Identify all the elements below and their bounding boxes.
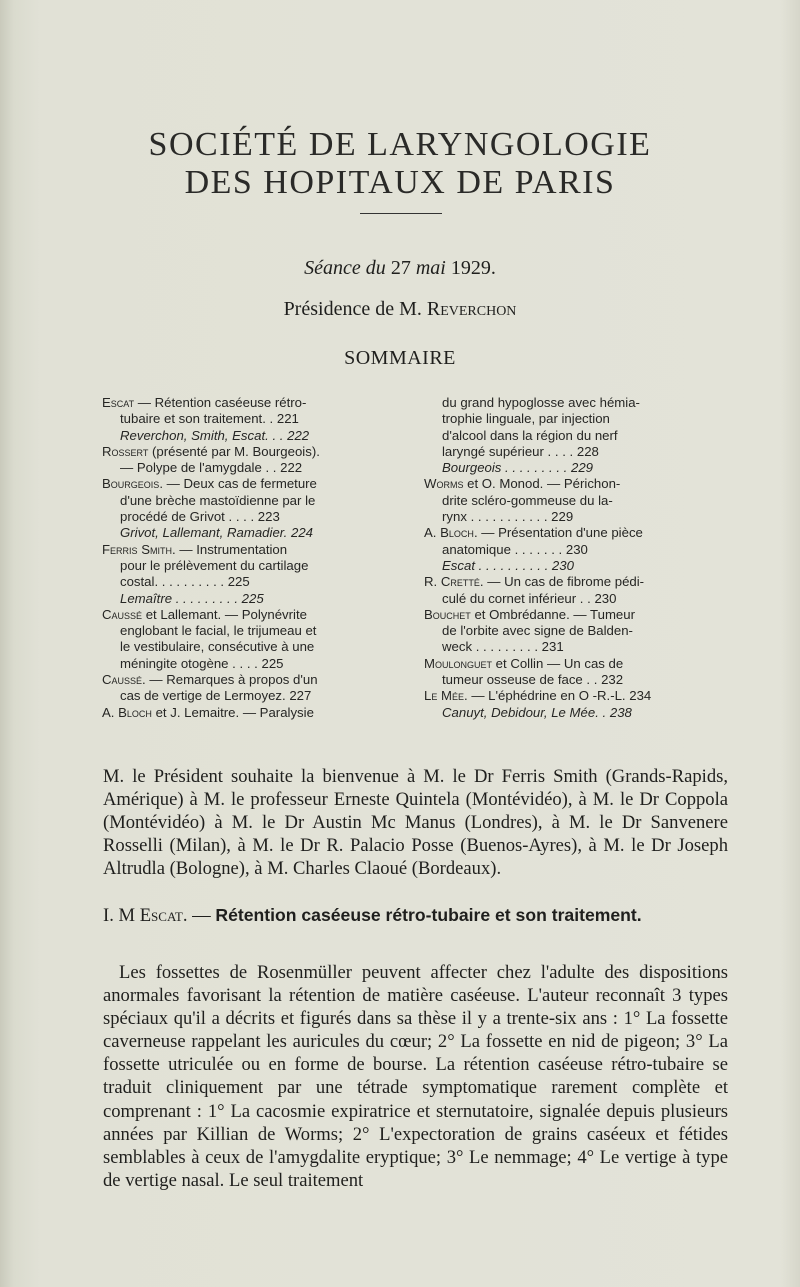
summary-entry-author: Moulonguet <box>424 655 492 671</box>
summary-entry-text: Reverchon, Smith, Escat. . . 222 <box>120 427 310 443</box>
summary-entry-author: A. Bloch <box>424 525 474 541</box>
title-divider <box>360 213 442 214</box>
presidency-prefix: Présidence de M. <box>283 298 422 320</box>
summary-entry-line <box>102 460 402 476</box>
summary-entry-text: d'une brèche mastoïdienne par le <box>120 492 316 508</box>
section-number: I. M <box>103 905 136 926</box>
summary-entry-line <box>424 395 734 411</box>
summary-entry-text: (présenté par M. Bourgeois). <box>148 443 320 459</box>
summary-entry-text: . — Présentation d'une pièce <box>473 525 643 541</box>
summary-entry-line <box>424 607 734 623</box>
summary-entry-line <box>424 558 734 574</box>
summary-entry-text: d'alcool dans la région du nerf <box>442 427 618 443</box>
summary-entry-author: Bouchet <box>424 606 471 622</box>
summary-entry-line <box>424 509 734 525</box>
summary-entry-line <box>102 623 402 639</box>
summary-entry-line <box>424 688 734 704</box>
summary-entry-text: anatomique . . . . . . . 230 <box>442 541 588 557</box>
summary-entry-text: laryngé supérieur . . . . 228 <box>442 443 599 459</box>
section-author: Escat <box>139 905 183 926</box>
summary-entry-text: — Polype de l'amygdale . . 222 <box>120 460 303 476</box>
summary-entry-text: weck . . . . . . . . . 231 <box>442 639 564 655</box>
summary-entry-text: Bourgeois . . . . . . . . . 229 <box>442 460 593 476</box>
summary-entry-text: tubaire et son traitement. . 221 <box>120 411 299 427</box>
summary-entry-author: A. Bloch <box>102 704 152 720</box>
summary-heading: SOMMAIRE <box>344 347 456 369</box>
summary-entry-text: Escat . . . . . . . . . . 230 <box>442 557 574 573</box>
summary-entry-line <box>102 688 402 704</box>
summary-entry-author: Le Mée <box>424 688 464 704</box>
summary-entry-text: Canuyt, Debidour, Le Mée. . 238 <box>442 704 632 720</box>
summary-entry-text: le vestibulaire, consécutive à une <box>120 639 315 655</box>
summary-entry-line <box>424 705 734 721</box>
welcome-paragraph: M. le Président souhaite la bienvenue à M. le Dr Ferris Smith (Grands-Rapids, Amérique) à M. le professeur Erneste Quintela (Montévidéo), à M. le Dr Coppola (Montévidéo) à M. le Dr Austin Mc Manus (Londres), à M. le Dr Sanvenere Rosselli (Milan), à M. le Dr R. Palacio Posse (Buenos-Ayres), à M. le Dr Joseph Altrudla (Bologne), à M. Charles Claoué (Bordeaux). <box>103 766 728 879</box>
summary-entry-text: drite scléro-gommeuse du la- <box>442 492 613 508</box>
summary-entry-author: R. Cretté <box>424 574 480 590</box>
presidency-line <box>0 298 800 321</box>
summary-entry-line <box>424 411 734 427</box>
summary-entry-author: Escat <box>102 395 135 410</box>
summary-entry-line <box>102 607 402 623</box>
summary-entry-text: — Rétention caséeuse rétro- <box>134 395 307 410</box>
summary-entry-line <box>424 476 734 492</box>
summary-entry-author: Worms <box>424 476 464 492</box>
summary-entry-author: Caussé <box>102 606 143 622</box>
summary-entry-line <box>424 672 734 688</box>
society-title-line-1: SOCIÉTÉ DE LARYNGOLOGIE <box>148 126 652 163</box>
summary-entry-text: et Ombrédanne. — Tumeur <box>470 606 635 622</box>
summary-entry-line <box>424 525 734 541</box>
session-year: 1929. <box>450 257 496 279</box>
summary-entry-text: du grand hypoglosse avec hémia- <box>442 395 640 410</box>
summary-entry-text: . — Instrumentation <box>172 541 288 557</box>
summary-entry-text: méningite otogène . . . . 225 <box>120 655 284 671</box>
section-heading: I. M Escat. — Rétention caséeuse rétro-tubaire et son traitement. <box>103 905 642 926</box>
summary-entry-line <box>424 460 734 476</box>
summary-entry-line <box>102 591 402 607</box>
summary-entry-text: tumeur osseuse de face . . 232 <box>442 672 624 688</box>
summary-entry-text: rynx . . . . . . . . . . . 229 <box>442 509 574 525</box>
summary-entry-line <box>102 542 402 558</box>
summary-entry-text: costal. . . . . . . . . . 225 <box>120 574 250 590</box>
summary-entry-line <box>424 542 734 558</box>
session-day: 27 <box>390 257 411 279</box>
section-title: Rétention caséeuse rétro-tubaire et son traitement. <box>215 905 642 925</box>
summary-entry-line <box>102 509 402 525</box>
summary-entry-text: de l'orbite avec signe de Balden- <box>442 623 633 639</box>
summary-entry-text: . — L'éphédrine en O -R.-L. 234 <box>464 688 652 704</box>
session-month: mai <box>415 257 446 279</box>
summary-entry-text: et O. Monod. — Périchon- <box>463 476 621 492</box>
summary-entry-text: et Collin — Un cas de <box>492 655 624 671</box>
section-body-paragraph: Les fossettes de Rosenmüller peuvent affecter chez l'adulte des dispositions anormales favorisant la rétention de matière caséeuse. L'auteur reconnaît 3 types spéciaux qu'il a décrits et figurés dans sa thèse il y a trente-six ans : 1° La fossette caverneuse rappelant les auricules du cœur; 2° La fossette en nid de pigeon; 3° La fossette utriculée ou en forme de bourse. La rétention caséeuse rétro-tubaire se traduit cliniquement par une tétrade symptomatique rarement complète et comprenant : 1° La cacosmie expiratrice et sternutatoire, signalée depuis plusieurs années par Killian de Worms; 2° L'expectoration de grains caséeux et fétides semblables à ceux de l'amygdalite eryptique; 3° Le nemmage; 4° Le vertige à type de vertige nasal. Le seul traitement <box>103 962 728 1191</box>
session-prefix: Séance du <box>304 257 386 279</box>
summary-entry-text: et J. Lemaitre. — Paralysie <box>151 704 314 720</box>
summary-entry-author: Ferris Smith <box>102 541 173 557</box>
summary-entry-text: . — Deux cas de fermeture <box>159 476 317 492</box>
summary-entry-line <box>102 672 402 688</box>
summary-entry-line <box>102 639 402 655</box>
summary-entry-text: Grivot, Lallemant, Ramadier. 224 <box>120 525 314 541</box>
summary-entry-text: trophie linguale, par injection <box>442 411 610 427</box>
summary-entry-text: cas de vertige de Lermoyez. 227 <box>120 688 312 704</box>
summary-entry-author: Caussé <box>102 672 143 688</box>
summary-entry-text: culé du cornet inférieur . . 230 <box>442 590 617 606</box>
summary-entry-line <box>424 574 734 590</box>
summary-entry-line <box>102 705 402 721</box>
summary-entry-line <box>102 558 402 574</box>
summary-column-left <box>102 395 402 721</box>
summary-entry-line <box>424 444 734 460</box>
summary-entry-line <box>424 639 734 655</box>
session-date <box>0 257 800 280</box>
summary-entry-text: englobant le facial, le trijumeau et <box>120 623 317 639</box>
summary-entry-line <box>424 656 734 672</box>
summary-entry-text: procédé de Grivot . . . . 223 <box>120 509 280 525</box>
summary-entry-line <box>424 428 734 444</box>
summary-entry-line <box>102 428 402 444</box>
summary-entry-text: . — Un cas de fibrome pédi- <box>479 574 645 590</box>
summary-entry-line <box>102 574 402 590</box>
summary-entry-text: . — Remarques à propos d'un <box>142 672 318 688</box>
summary-entry-author: Bourgeois <box>102 476 160 492</box>
summary-entry-line <box>102 493 402 509</box>
summary-entry-line <box>102 656 402 672</box>
summary-entry-line <box>102 525 402 541</box>
summary-entry-line <box>424 623 734 639</box>
summary-entry-text: Lemaître . . . . . . . . . 225 <box>120 590 264 606</box>
society-title-line-2: DES HOPITAUX DE PARIS <box>184 164 616 201</box>
summary-entry-line <box>102 444 402 460</box>
summary-entry-line <box>424 591 734 607</box>
summary-entry-author: Rossert <box>102 443 149 459</box>
summary-entry-line <box>102 411 402 427</box>
summary-entry-line <box>102 395 402 411</box>
president-name: Reverchon <box>426 298 517 320</box>
summary-entry-line <box>102 476 402 492</box>
summary-entry-text: pour le prélèvement du cartilage <box>120 557 309 573</box>
summary-entry-line <box>424 493 734 509</box>
summary-entry-text: et Lallemant. — Polynévrite <box>142 606 307 622</box>
summary-column-right <box>424 395 734 721</box>
